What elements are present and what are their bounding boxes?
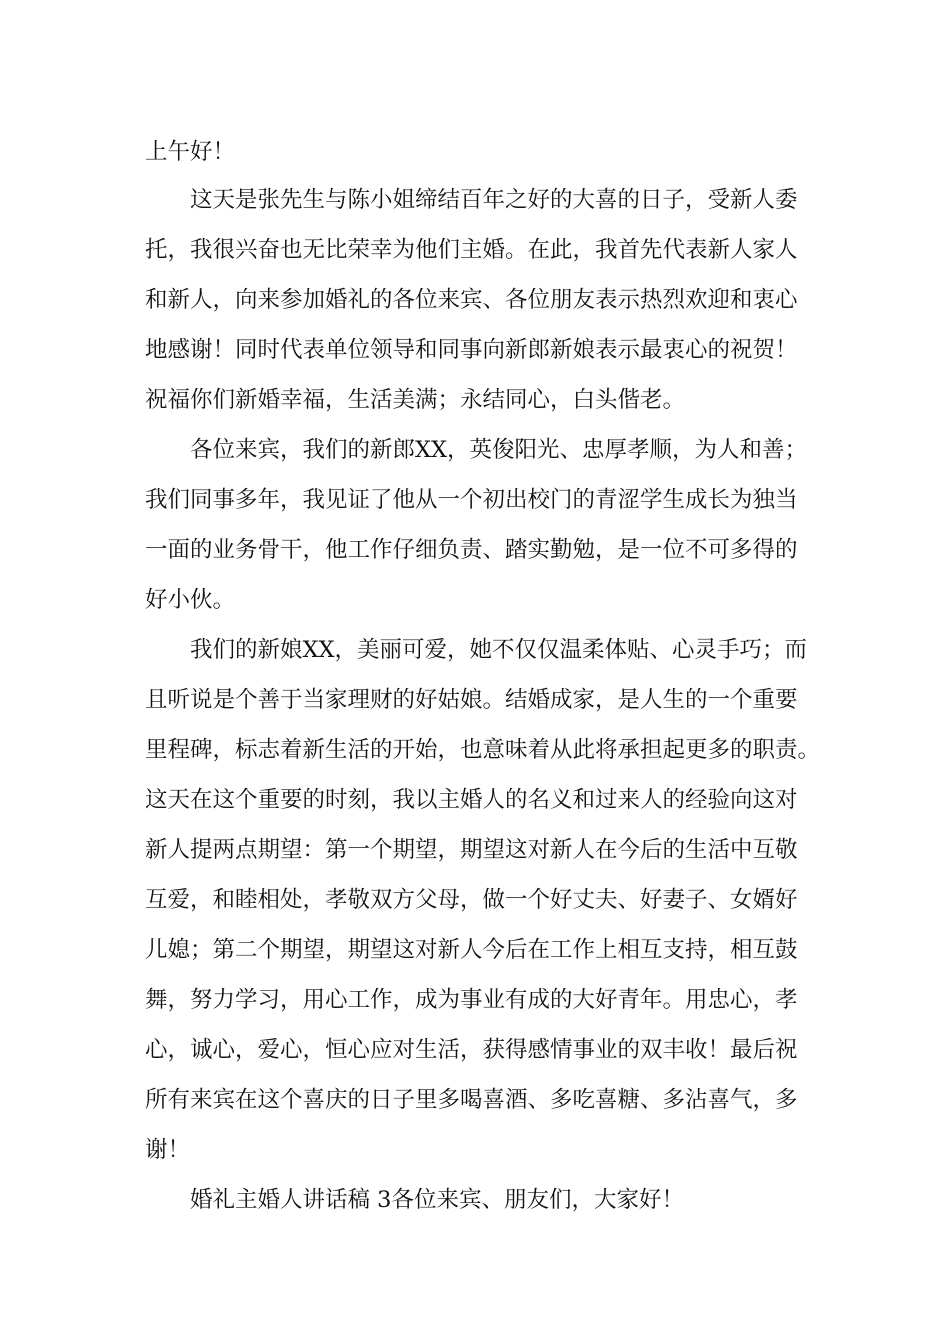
text-line: 且听说是个善于当家理财的好姑娘。结婚成家，是人生的一个重要 [145, 687, 798, 713]
text-line: 一面的业务骨干，他工作仔细负责、踏实勤勉，是一位不可多得的 [145, 537, 798, 563]
text-line: 舞，努力学习，用心工作，成为事业有成的大好青年。用忠心，孝 [145, 987, 798, 1013]
text-line: 祝福你们新婚幸福，生活美满；永结同心，白头偕老。 [145, 387, 686, 413]
text-line: 儿媳；第二个期望，期望这对新人今后在工作上相互支持，相互鼓 [145, 937, 798, 963]
text-line: 托，我很兴奋也无比荣幸为他们主婚。在此，我首先代表新人家人 [145, 237, 798, 263]
text-line: 和新人，向来参加婚礼的各位来宾、各位朋友表示热烈欢迎和衷心 [145, 287, 798, 313]
text-line: 上午好！ [145, 139, 236, 165]
text-line: 我们的新娘XX，美丽可爱，她不仅仅温柔体贴、心灵手巧；而 [190, 637, 808, 663]
text-line: 心，诚心，爱心，恒心应对生活，获得感情事业的双丰收！最后祝 [145, 1037, 798, 1063]
text-line: 新人提两点期望：第一个期望，期望这对新人在今后的生活中互敬 [145, 837, 798, 863]
text-line: 各位来宾，我们的新郎XX，英俊阳光、忠厚孝顺，为人和善； [190, 437, 808, 463]
text-line: 里程碑，标志着新生活的开始，也意味着从此将承担起更多的职责。 [145, 737, 821, 763]
text-line: 婚礼主婚人讲话稿 3各位来宾、朋友们，大家好！ [190, 1187, 684, 1213]
text-line: 这天是张先生与陈小姐缔结百年之好的大喜的日子，受新人委 [190, 187, 798, 213]
text-line: 地感谢！同时代表单位领导和同事向新郎新娘表示最衷心的祝贺！ [145, 337, 798, 363]
text-line: 好小伙。 [145, 587, 236, 613]
text-line: 所有来宾在这个喜庆的日子里多喝喜酒、多吃喜糖、多沾喜气，多 [145, 1087, 798, 1113]
text-line: 我们同事多年，我见证了他从一个初出校门的青涩学生成长为独当 [145, 487, 798, 513]
text-line: 互爱，和睦相处，孝敬双方父母，做一个好丈夫、好妻子、女婿好 [145, 887, 798, 913]
text-line: 这天在这个重要的时刻，我以主婚人的名义和过来人的经验向这对 [145, 787, 798, 813]
text-line: 谢！ [145, 1137, 191, 1163]
